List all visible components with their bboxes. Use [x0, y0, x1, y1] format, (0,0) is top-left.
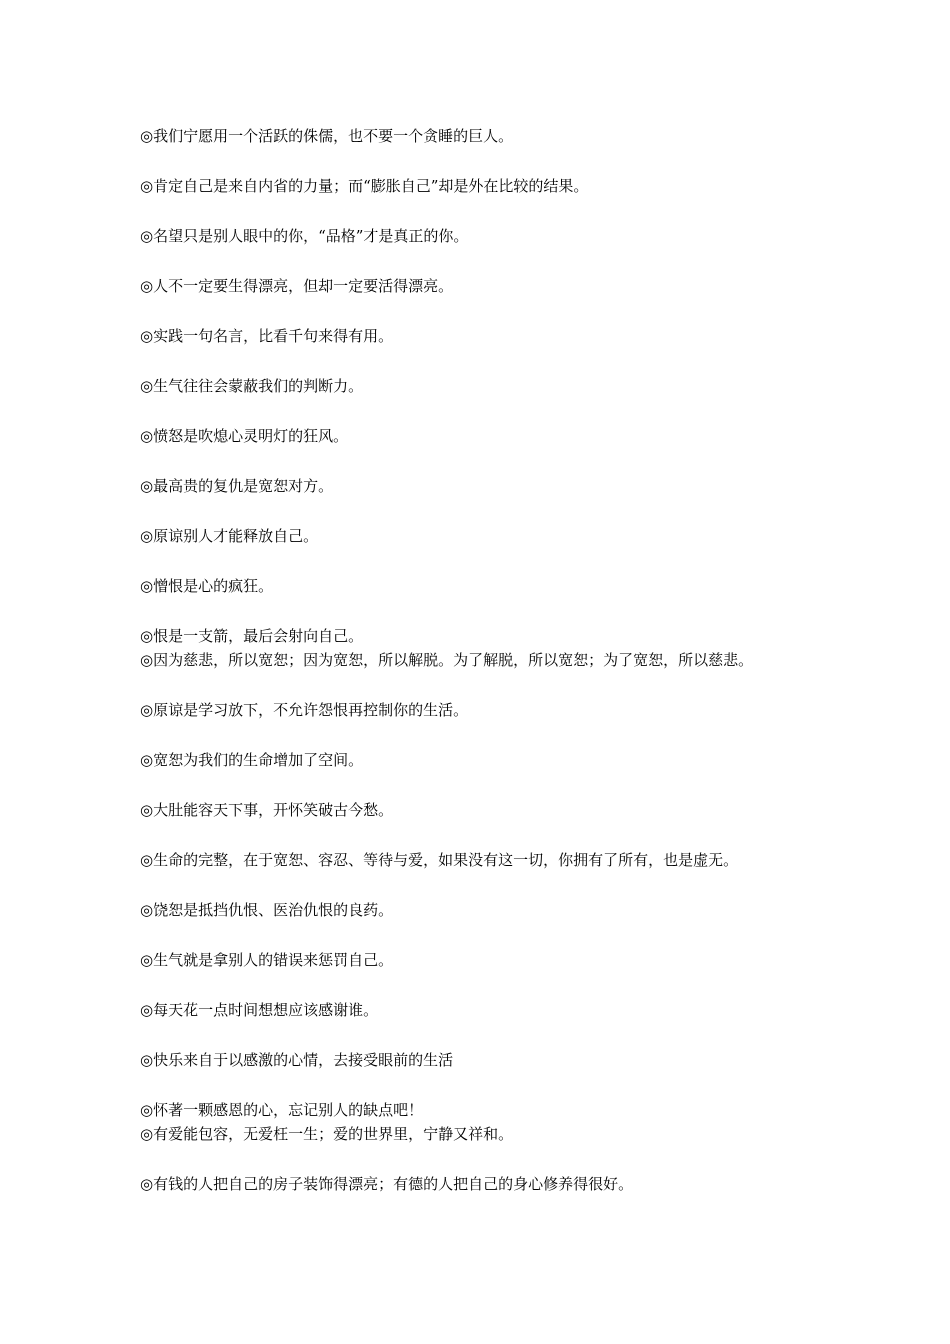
- quote-line: ◎有钱的人把自己的房子装饰得漂亮；有德的人把自己的身心修养得很好。: [140, 1175, 634, 1193]
- quote-line: ◎生命的完整，在于宽恕、容忍、等待与爱，如果没有这一切，你拥有了所有，也是虚无。: [140, 851, 739, 869]
- quote-line: ◎肯定自己是来自内省的力量；而“膨胀自己”却是外在比较的结果。: [140, 177, 589, 195]
- quote-line: ◎宽恕为我们的生命增加了空间。: [140, 751, 364, 769]
- quote-line: ◎憎恨是心的疯狂。: [140, 577, 274, 595]
- quote-line: ◎饶恕是抵挡仇恨、医治仇恨的良药。: [140, 901, 394, 919]
- quote-line: ◎大肚能容天下事，开怀笑破古今愁。: [140, 801, 394, 819]
- quote-line: ◎我们宁愿用一个活跃的侏儒，也不要一个贪睡的巨人。: [140, 127, 514, 145]
- quote-line: ◎愤怒是吹熄心灵明灯的狂风。: [140, 427, 349, 445]
- quote-line: ◎原谅别人才能释放自己。: [140, 527, 319, 545]
- quote-line: ◎每天花一点时间想想应该感谢谁。: [140, 1001, 379, 1019]
- quote-line: ◎最高贵的复仇是宽恕对方。: [140, 477, 334, 495]
- quote-line: ◎因为慈悲，所以宽恕；因为宽恕，所以解脱。为了解脱，所以宽恕；为了宽恕，所以慈悲。: [140, 651, 754, 669]
- quote-line: ◎怀著一颗感恩的心，忘记别人的缺点吧！: [140, 1101, 424, 1119]
- quote-line: ◎名望只是别人眼中的你，“品格”才是真正的你。: [140, 227, 469, 245]
- quote-line: ◎快乐来自于以感激的心情，去接受眼前的生活: [140, 1051, 454, 1069]
- quote-list: [140, 124, 840, 1196]
- quote-line: ◎有爱能包容，无爱枉一生；爱的世界里，宁静又祥和。: [140, 1125, 514, 1143]
- quote-line: ◎实践一句名言，比看千句来得有用。: [140, 327, 394, 345]
- quote-line: ◎人不一定要生得漂亮，但却一定要活得漂亮。: [140, 277, 454, 295]
- quote-line: ◎原谅是学习放下，不允许怨恨再控制你的生活。: [140, 701, 469, 719]
- quote-line: ◎恨是一支箭，最后会射向自己。: [140, 627, 364, 645]
- quote-line: ◎生气往往会蒙蔽我们的判断力。: [140, 377, 364, 395]
- quote-line: ◎生气就是拿别人的错误来惩罚自己。: [140, 951, 394, 969]
